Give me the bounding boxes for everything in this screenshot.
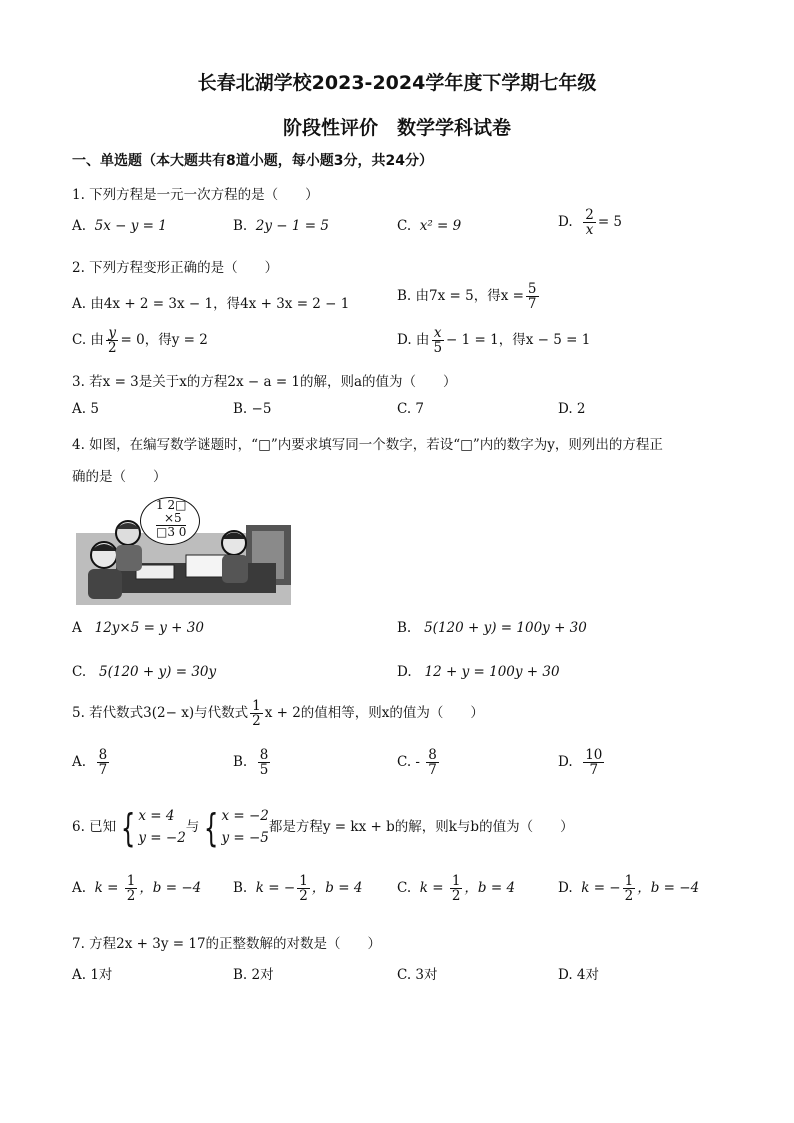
q4-option-d: D. 12 + y = 100y + 30 <box>397 664 560 680</box>
question-6-stem: 6. 已知 { x = 4 y = −2 与 { x = −2 y = −5 都是方程y = kx + b的解，则k与b的值为（ ） <box>72 805 574 850</box>
q7-option-a: A. 1对 <box>72 967 113 983</box>
question-2-stem: 2. 下列方程变形正确的是（ ） <box>72 260 279 276</box>
q1-option-c: C. x² = 9 <box>397 218 462 234</box>
q3-option-d: D. 2 <box>558 401 586 417</box>
section-heading: 一、单选题（本大题共有8道小题，每小题3分，共24分） <box>72 153 433 169</box>
q2-option-d: D. 由 $\frac{x}{5}$ − 1 = 1，得x − 5 = 1 <box>397 325 591 357</box>
question-4-stem-line2: 确的是（ ） <box>72 469 167 485</box>
question-4-stem-line1: 4. 如图，在编写数学谜题时，“□”内要求填写同一个数字，若设“□”内的数字为y，则列出的方程正 <box>72 437 663 453</box>
q2-option-b: B. 由7x = 5，得x = $\frac{5}{7}$ <box>397 281 537 313</box>
exam-title-line1: 长春北湖学校2023-2024学年度下学期七年级 <box>197 72 597 94</box>
q3-option-c: C. 7 <box>397 401 425 417</box>
question-1-stem: 1. 下列方程是一元一次方程的是（ ） <box>72 187 319 203</box>
puzzle-illustration <box>76 495 291 605</box>
q4-option-b: B. 5(120 + y) = 100y + 30 <box>397 620 587 636</box>
q5-option-c: C. - $\frac{8}{7}$ <box>397 747 437 779</box>
q4-option-a: A 12y×5 = y + 30 <box>72 620 204 636</box>
question-5-stem: 5. 若代数式3(2− x)与代数式 $\frac{1}{2}$ x + 2的值相等，则x的值为（ ） <box>72 698 484 730</box>
q5-option-b: B. $\frac{8}{5}$ <box>233 747 269 779</box>
q6-option-c: C. k = $\frac{1}{2}$ ，b = 4 <box>397 873 516 905</box>
exam-title-line2: 阶段性评价 数学学科试卷 <box>282 117 511 139</box>
system-2: { x = −2 y = −5 <box>204 805 269 850</box>
q6-option-a: A. k = $\frac{1}{2}$ ，b = −4 <box>72 873 202 905</box>
question-3-stem: 3. 若x = 3是关于x的方程2x − a = 1的解，则a的值为（ ） <box>72 374 457 390</box>
q3-option-a: A. 5 <box>72 401 99 417</box>
q1-option-b: B. 2y − 1 = 5 <box>233 218 329 234</box>
q4-option-c: C. 5(120 + y) = 30y <box>72 664 217 680</box>
q5-option-a: A. $\frac{8}{7}$ <box>72 747 108 779</box>
q7-option-b: B. 2对 <box>233 967 274 983</box>
puzzle-text: 1 2□ ×5 □3 0 <box>156 498 187 539</box>
q7-option-d: D. 4对 <box>558 967 600 983</box>
q2-option-a: A. 由4x + 2 = 3x − 1，得4x + 3x = 2 − 1 <box>72 296 350 312</box>
q1-option-d: D. $\frac{2}{x}$ = 5 <box>558 207 623 239</box>
system-1: { x = 4 y = −2 <box>121 805 186 850</box>
q1-option-a: A. 5x − y = 1 <box>72 218 167 234</box>
q3-option-b: B. −5 <box>233 401 272 417</box>
q7-option-c: C. 3对 <box>397 967 438 983</box>
q2-option-c: C. 由 $\frac{y}{2}$ = 0，得y = 2 <box>72 325 208 357</box>
question-7-stem: 7. 方程2x + 3y = 17的正整数解的对数是（ ） <box>72 936 382 952</box>
q5-option-d: D. $\frac{10}{7}$ <box>558 747 603 779</box>
q6-option-b: B. k = − $\frac{1}{2}$ ，b = 4 <box>233 873 363 905</box>
q6-option-d: D. k = − $\frac{1}{2}$ ，b = −4 <box>558 873 700 905</box>
